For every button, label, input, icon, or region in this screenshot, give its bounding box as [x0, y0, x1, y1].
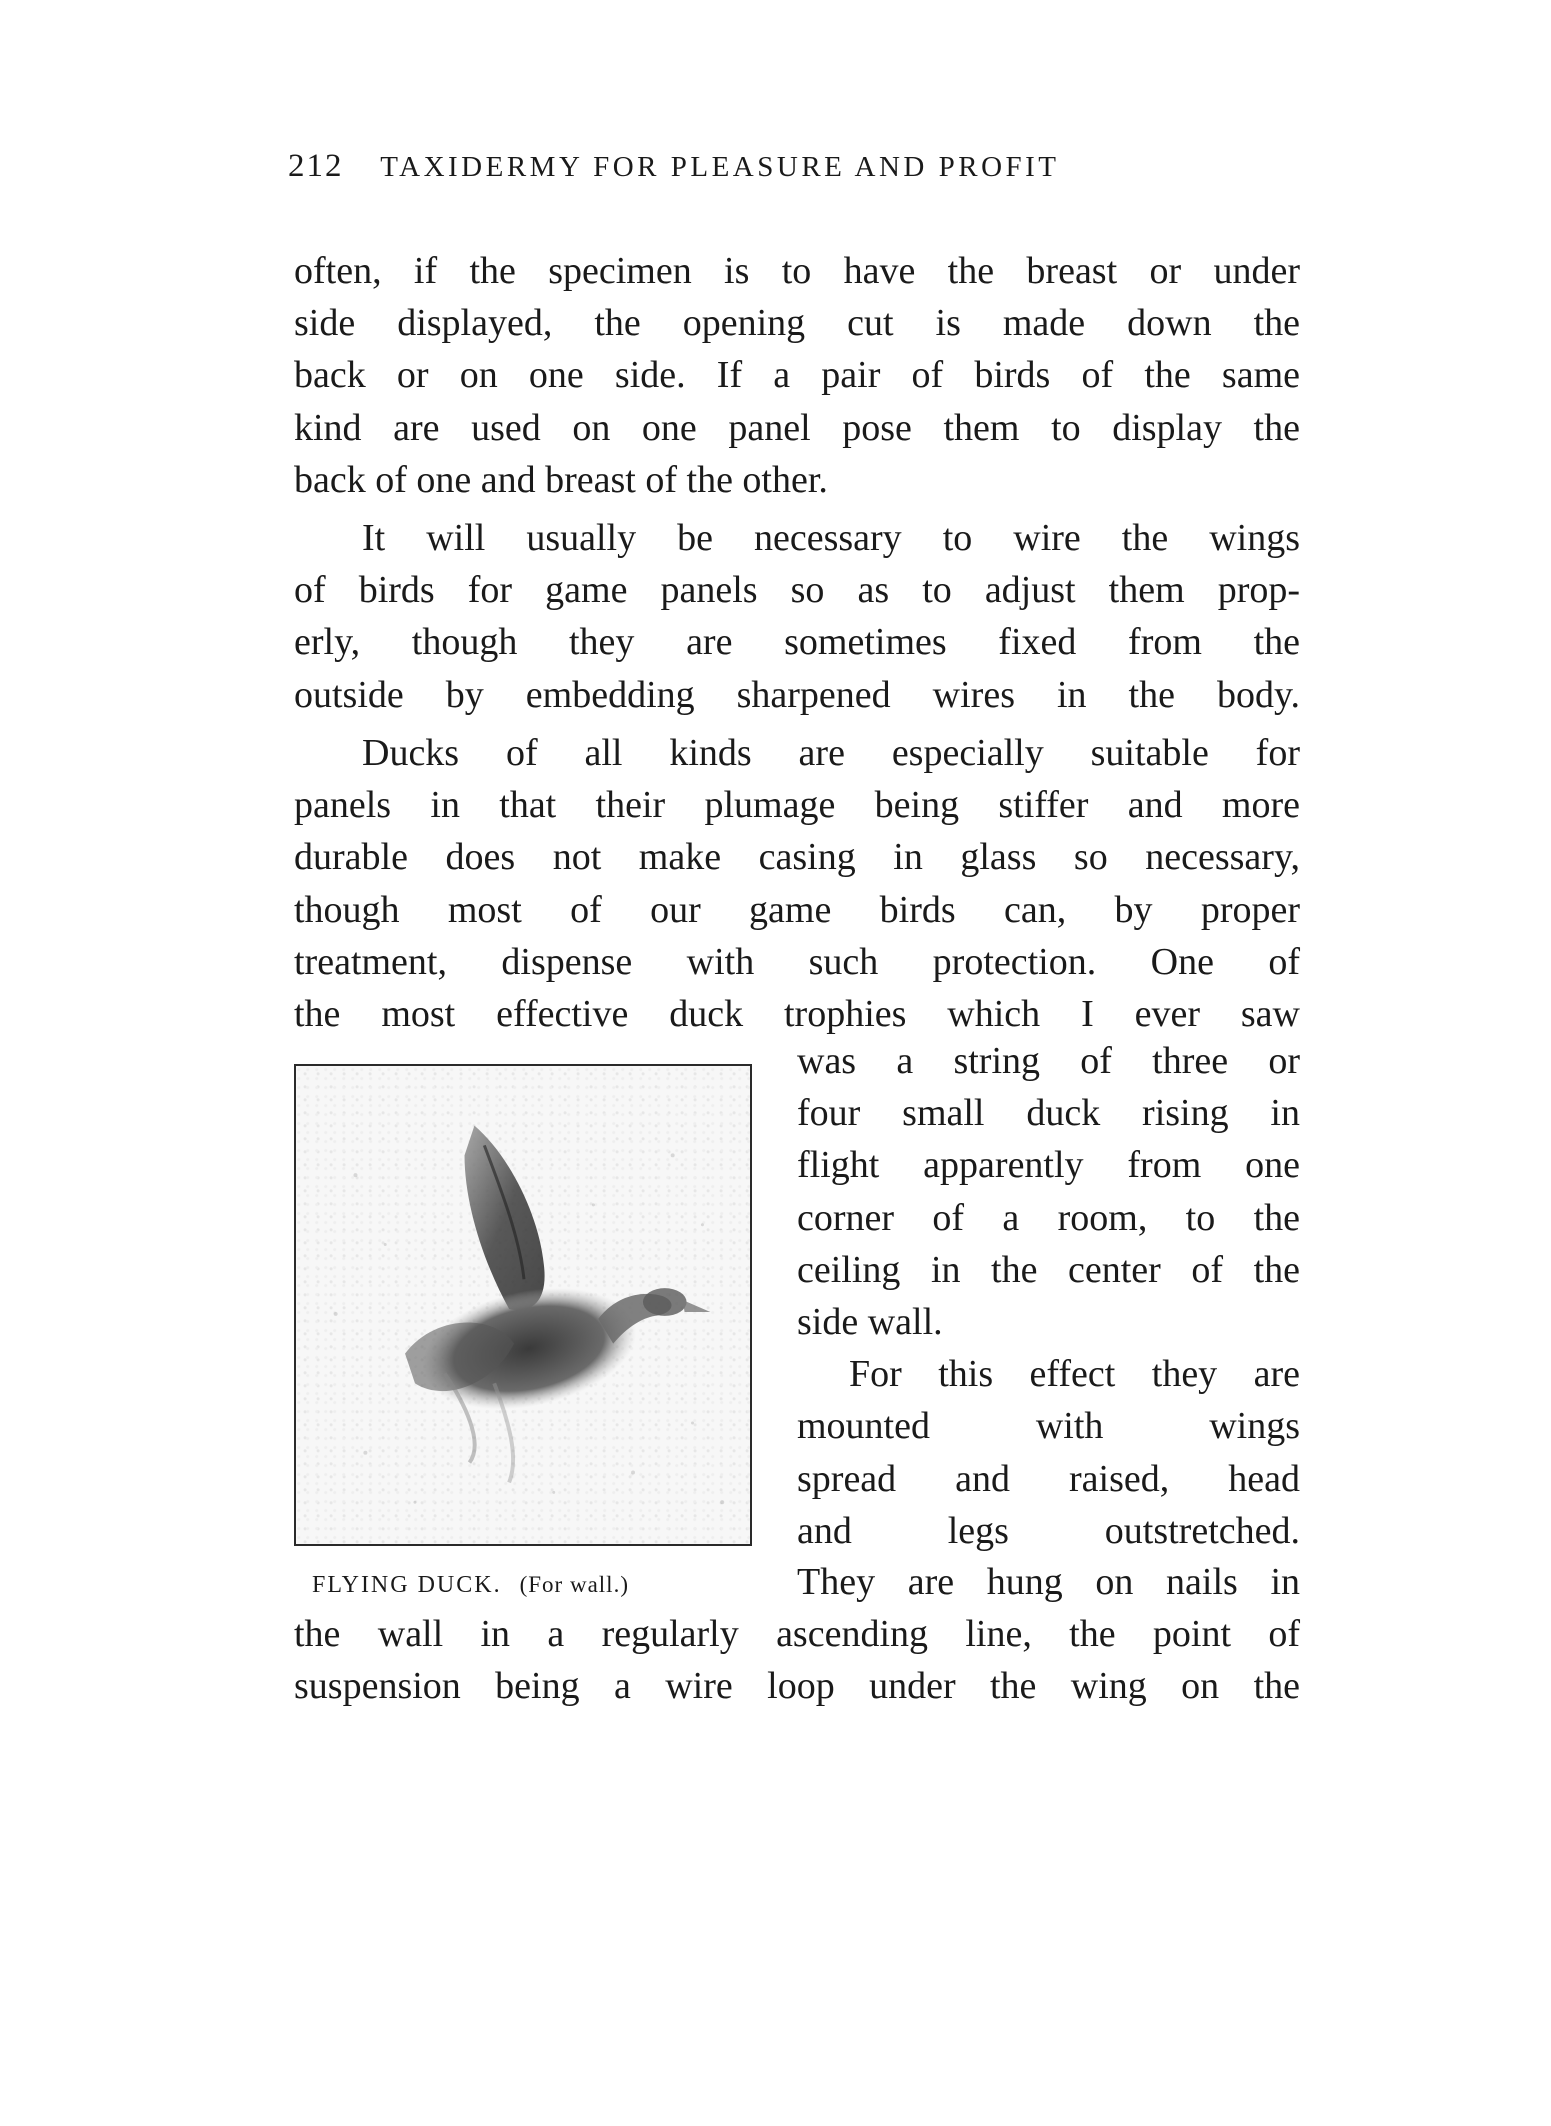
- text-line: flight apparently from one: [797, 1144, 1300, 1187]
- text-line: They are hung on nails in: [797, 1561, 1300, 1603]
- text-line: though most of our game birds can, by proper: [294, 888, 1300, 931]
- text-line: kind are used on one panel pose them to display the: [294, 406, 1300, 449]
- text-line: the most effective duck trophies which I ever saw: [294, 992, 1300, 1035]
- duck-drawing: [296, 1066, 750, 1544]
- text-line: suspension being a wire loop under the wing on the: [294, 1665, 1300, 1708]
- paragraph-3: [294, 727, 1300, 1040]
- text-line: durable does not make casing in glass so necessary,: [294, 836, 1300, 879]
- text-line: panels in that their plumage being stiffer and more: [294, 784, 1300, 827]
- text-line: erly, though they are sometimes fixed from the: [294, 621, 1300, 664]
- text-line: often, if the specimen is to have the breast or under: [294, 250, 1300, 292]
- paragraph-continuation: [294, 1608, 1300, 1712]
- flying-duck-illustration: [294, 1064, 752, 1546]
- running-head: [288, 148, 1288, 185]
- wrapped-text-column: [797, 1035, 1300, 1557]
- text-line: was a string of three or: [797, 1040, 1300, 1082]
- text-line: of birds for game panels so as to adjust them prop-: [294, 569, 1300, 612]
- text-line: back or on one side. If a pair of birds of the same: [294, 354, 1300, 397]
- caption-title: FLYING DUCK.: [312, 1572, 502, 1598]
- text-line: For this effect they are: [849, 1353, 1300, 1396]
- text-line: side wall.: [797, 1300, 943, 1343]
- text-line: spread and raised, head: [797, 1457, 1300, 1500]
- paragraph-1: [294, 245, 1300, 506]
- text-line: mounted with wings: [797, 1405, 1300, 1448]
- text-line: It will usually be necessary to wire the wings: [362, 517, 1300, 559]
- figure-caption: [312, 1572, 629, 1599]
- paragraph-2: [294, 512, 1300, 721]
- caption-adjacent-text: [797, 1556, 1300, 1608]
- book-title: TAXIDERMY FOR PLEASURE AND PROFIT: [380, 151, 1060, 183]
- text-line: ceiling in the center of the: [797, 1248, 1300, 1291]
- text-line: outside by embedding sharpened wires in the body.: [294, 673, 1300, 716]
- page-number: 212: [288, 148, 344, 184]
- text-line: treatment, dispense with such protection. One of: [294, 940, 1300, 983]
- text-line: corner of a room, to the: [797, 1196, 1300, 1239]
- caption-note: (For wall.): [519, 1572, 629, 1597]
- text-line: four small duck rising in: [797, 1092, 1300, 1135]
- text-line: back of one and breast of the other.: [294, 458, 828, 501]
- text-line: and legs outstretched.: [797, 1509, 1300, 1552]
- text-line: the wall in a regularly ascending line, the point of: [294, 1613, 1300, 1655]
- text-line: Ducks of all kinds are especially suitable for: [362, 732, 1300, 774]
- text-line: side displayed, the opening cut is made down the: [294, 302, 1300, 345]
